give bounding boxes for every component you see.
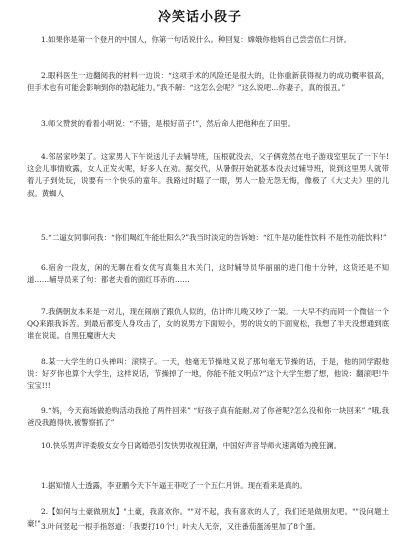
joke-paragraph: 2.【如何与土豪做朋友】"土豪，我喜欢你。""对不起，我有喜欢的人了，我们还是做朋友吧。""没问题土豪!" — [27, 507, 389, 529]
joke-paragraph: 3.叶问竖起一根手指怒道：「我要打10个!」叶夫人无奈，又往番茄蛋汤里加了8个蛋。 — [41, 522, 321, 531]
joke-paragraph: 10.快乐男声评委殷女女今日离婚恐引发快男收视狂潮，中国好声音导师火速离婚为挽狂澜。 — [41, 441, 341, 450]
joke-paragraph: 7.我俩朝友本来是一对儿，现在闹崩了跟仇人似的，估计昨儿晚又吵了一架。一大早不约而同一个微信一个QQ来跟我诉苦。到最后都变人身攻击了，女的说男方下面短小，男的说女的下面宽松，我想了半天没想通到底谁在说谎。自黑狂魔唐大夫 — [27, 307, 389, 341]
joke-paragraph: 8.某一大学生的口头禅叫：滚犊子。一天，他毫无节操地又说了那句毫无节操的话，于是，他的同学跟他说：好歹你也算个大学生，这样说话，节操掉了一地，你能不能文明点?”这个大学生想了想，他说：翻滚吧!牛宝宝!!! — [27, 357, 389, 391]
joke-paragraph: 1.如果你是第一个登月的中国人，你第一句话说什么。种回复：嫦娥你他妈自己尝尝伍仁月饼。 — [41, 35, 352, 44]
joke-paragraph: 5.“二逼女同事问我：“你们喝红牛能壮阳么?”我当时淡定的告诉她：“红牛是功能性饮料 不是性功能饮料!” — [41, 233, 387, 242]
joke-paragraph: 9.“妈，今天商场做抢购活动我抢了两件回来” “好孩子真有能耐,对了你爸呢?怎么没和你一块回来” “哦,我爸没我跑得快,被警察抓了” — [27, 406, 389, 428]
joke-paragraph: 1.据知情人士透露，李亚鹏今天下午逼王菲吃了一个五仁月饼。现在看来是真的。 — [41, 481, 307, 490]
joke-paragraph: 2.眼科医生一边翻阅我的材料一边说：“这项手术的风险还是很大的，让你重新获得视力的成功概率很高，但手术也有可能会影响到你的勃起能力。”我不解：“这怎么会呢？”这么说吧…你妻子，真的很丑。” — [27, 71, 389, 93]
page-title: 冷笑话小段子 — [157, 10, 242, 25]
joke-paragraph: 3.师父赞赏的看着小明说：“不错，是根好苗子!”，然后命人把他种在了田里。 — [41, 119, 296, 128]
joke-paragraph: 4.邻居家吵架了。这家男人下午说送儿子去辅导班，压根就没去，父子俩竟然在电子游戏室里玩了一下午!这会儿事情败露，女人正发火呢，好多人在劝。据交代，从暑假开始就基本没去过辅导班，说到这里男人就带着儿子到处玩，说要有一个快乐的童年。我路过时瞄了一眼，男人一脸无怨无悔，像极了《大丈夫》里的儿叔。黄蜘人 — [27, 152, 389, 198]
joke-paragraph: 6.宿舍一段友，闲的无聊在看女优写真集且木关门，这时辅导员华丽丽的进门他十分钟，这货还是不知道……辅导员来了句：都老夫看的面红耳赤的…… — [27, 263, 389, 285]
